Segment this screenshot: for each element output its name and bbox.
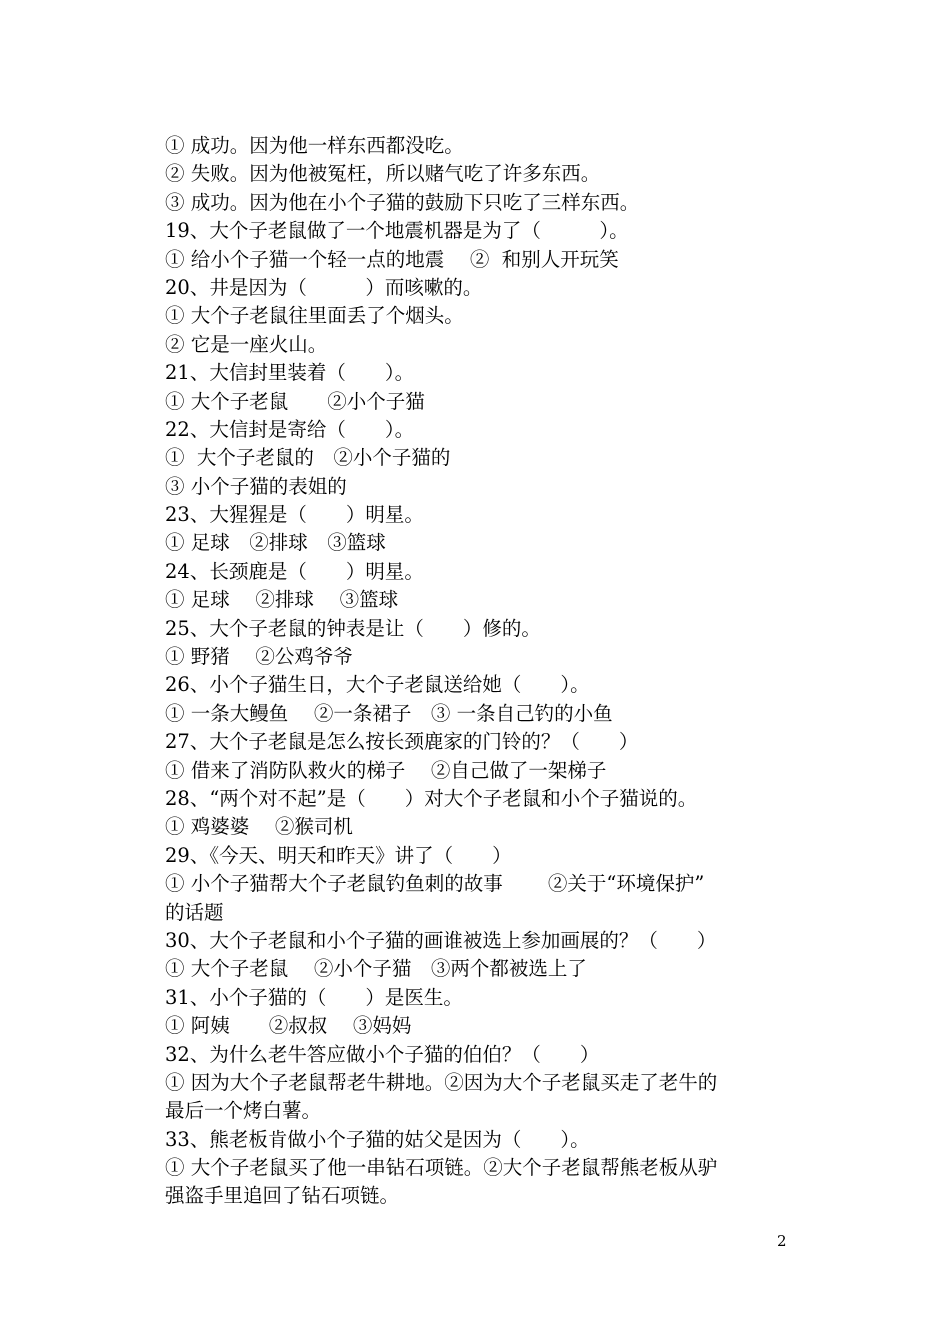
question-line: 24、长颈鹿是（ ）明星。 <box>165 559 424 583</box>
option-line: 最后一个烤白薯。 <box>165 1099 322 1123</box>
text-line: ③ 成功。因为他在小个子猫的鼓励下只吃了三样东西。 <box>165 190 640 214</box>
option-line: ① 大个子老鼠 ②小个子猫 <box>165 389 425 413</box>
option-line: ① 阿姨 ②叔叔 ③妈妈 <box>165 1014 412 1038</box>
question-line: 25、大个子老鼠的钟表是让（ ）修的。 <box>165 616 541 640</box>
option-line: 的话题 <box>165 900 224 924</box>
question-line: 31、小个子猫的（ ）是医生。 <box>165 985 463 1009</box>
option-line: ② 它是一座火山。 <box>165 332 328 356</box>
question-line: 30、大个子老鼠和小个子猫的画谁被选上参加画展的？（ ） <box>165 928 717 952</box>
question-line: 29、《今天、明天和昨天》讲了（ ） <box>165 843 512 867</box>
question-line: 33、熊老板肯做小个子猫的姑父是因为（ ）。 <box>165 1127 590 1151</box>
page-content <box>165 132 795 1211</box>
page-number: 2 <box>777 1232 787 1250</box>
option-line: ① 野猪 ②公鸡爷爷 <box>165 645 353 669</box>
question-line: 19、大个子老鼠做了一个地震机器是为了（ ）。 <box>165 219 629 243</box>
option-line: ① 足球 ②排球 ③篮球 <box>165 588 399 612</box>
question-line: 20、井是因为（ ）而咳嗽的。 <box>165 275 483 299</box>
question-line: 22、大信封是寄给（ ）。 <box>165 417 415 441</box>
option-line: ① 小个子猫帮大个子老鼠钓鱼刺的故事 ②关于“环境保护” <box>165 872 705 896</box>
question-line: 32、为什么老牛答应做小个子猫的伯伯？（ ） <box>165 1042 600 1066</box>
option-line: ① 足球 ②排球 ③篮球 <box>165 531 386 555</box>
option-line: ① 大个子老鼠的 ②小个子猫的 <box>165 446 451 470</box>
option-line: ① 大个子老鼠 ②小个子猫 ③两个都被选上了 <box>165 957 587 981</box>
option-line: ① 因为大个子老鼠帮老牛耕地。②因为大个子老鼠买走了老牛的 <box>165 1070 718 1094</box>
text-line: ① 成功。因为他一样东西都没吃。 <box>165 134 464 157</box>
option-line: ① 大个子老鼠买了他一串钻石项链。②大个子老鼠帮熊老板从驴 <box>165 1156 718 1180</box>
question-line: 27、大个子老鼠是怎么按长颈鹿家的门铃的？（ ） <box>165 730 639 754</box>
option-line: ① 大个子老鼠往里面丢了个烟头。 <box>165 304 464 328</box>
question-line: 21、大信封里装着（ ）。 <box>165 361 415 385</box>
option-line: ① 借来了消防队救火的梯子 ②自己做了一架梯子 <box>165 758 607 782</box>
question-line: 26、小个子猫生日，大个子老鼠送给她（ ）。 <box>165 673 590 697</box>
option-line: ① 鸡婆婆 ②猴司机 <box>165 815 353 839</box>
option-line: ③ 小个子猫的表姐的 <box>165 474 347 498</box>
option-line: ① 给小个子猫一个轻一点的地震 ② 和别人开玩笑 <box>165 247 619 271</box>
question-line: 23、大猩猩是（ ）明星。 <box>165 503 424 527</box>
option-line: ① 一条大鳗鱼 ②一条裙子 ③ 一条自己钓的小鱼 <box>165 701 613 725</box>
option-line: 强盗手里追回了钻石项链。 <box>165 1184 400 1208</box>
question-line: 28、“两个对不起”是（ ）对大个子老鼠和小个子猫说的。 <box>165 786 698 810</box>
text-line: ② 失败。因为他被冤枉，所以赌气吃了许多东西。 <box>165 162 601 186</box>
